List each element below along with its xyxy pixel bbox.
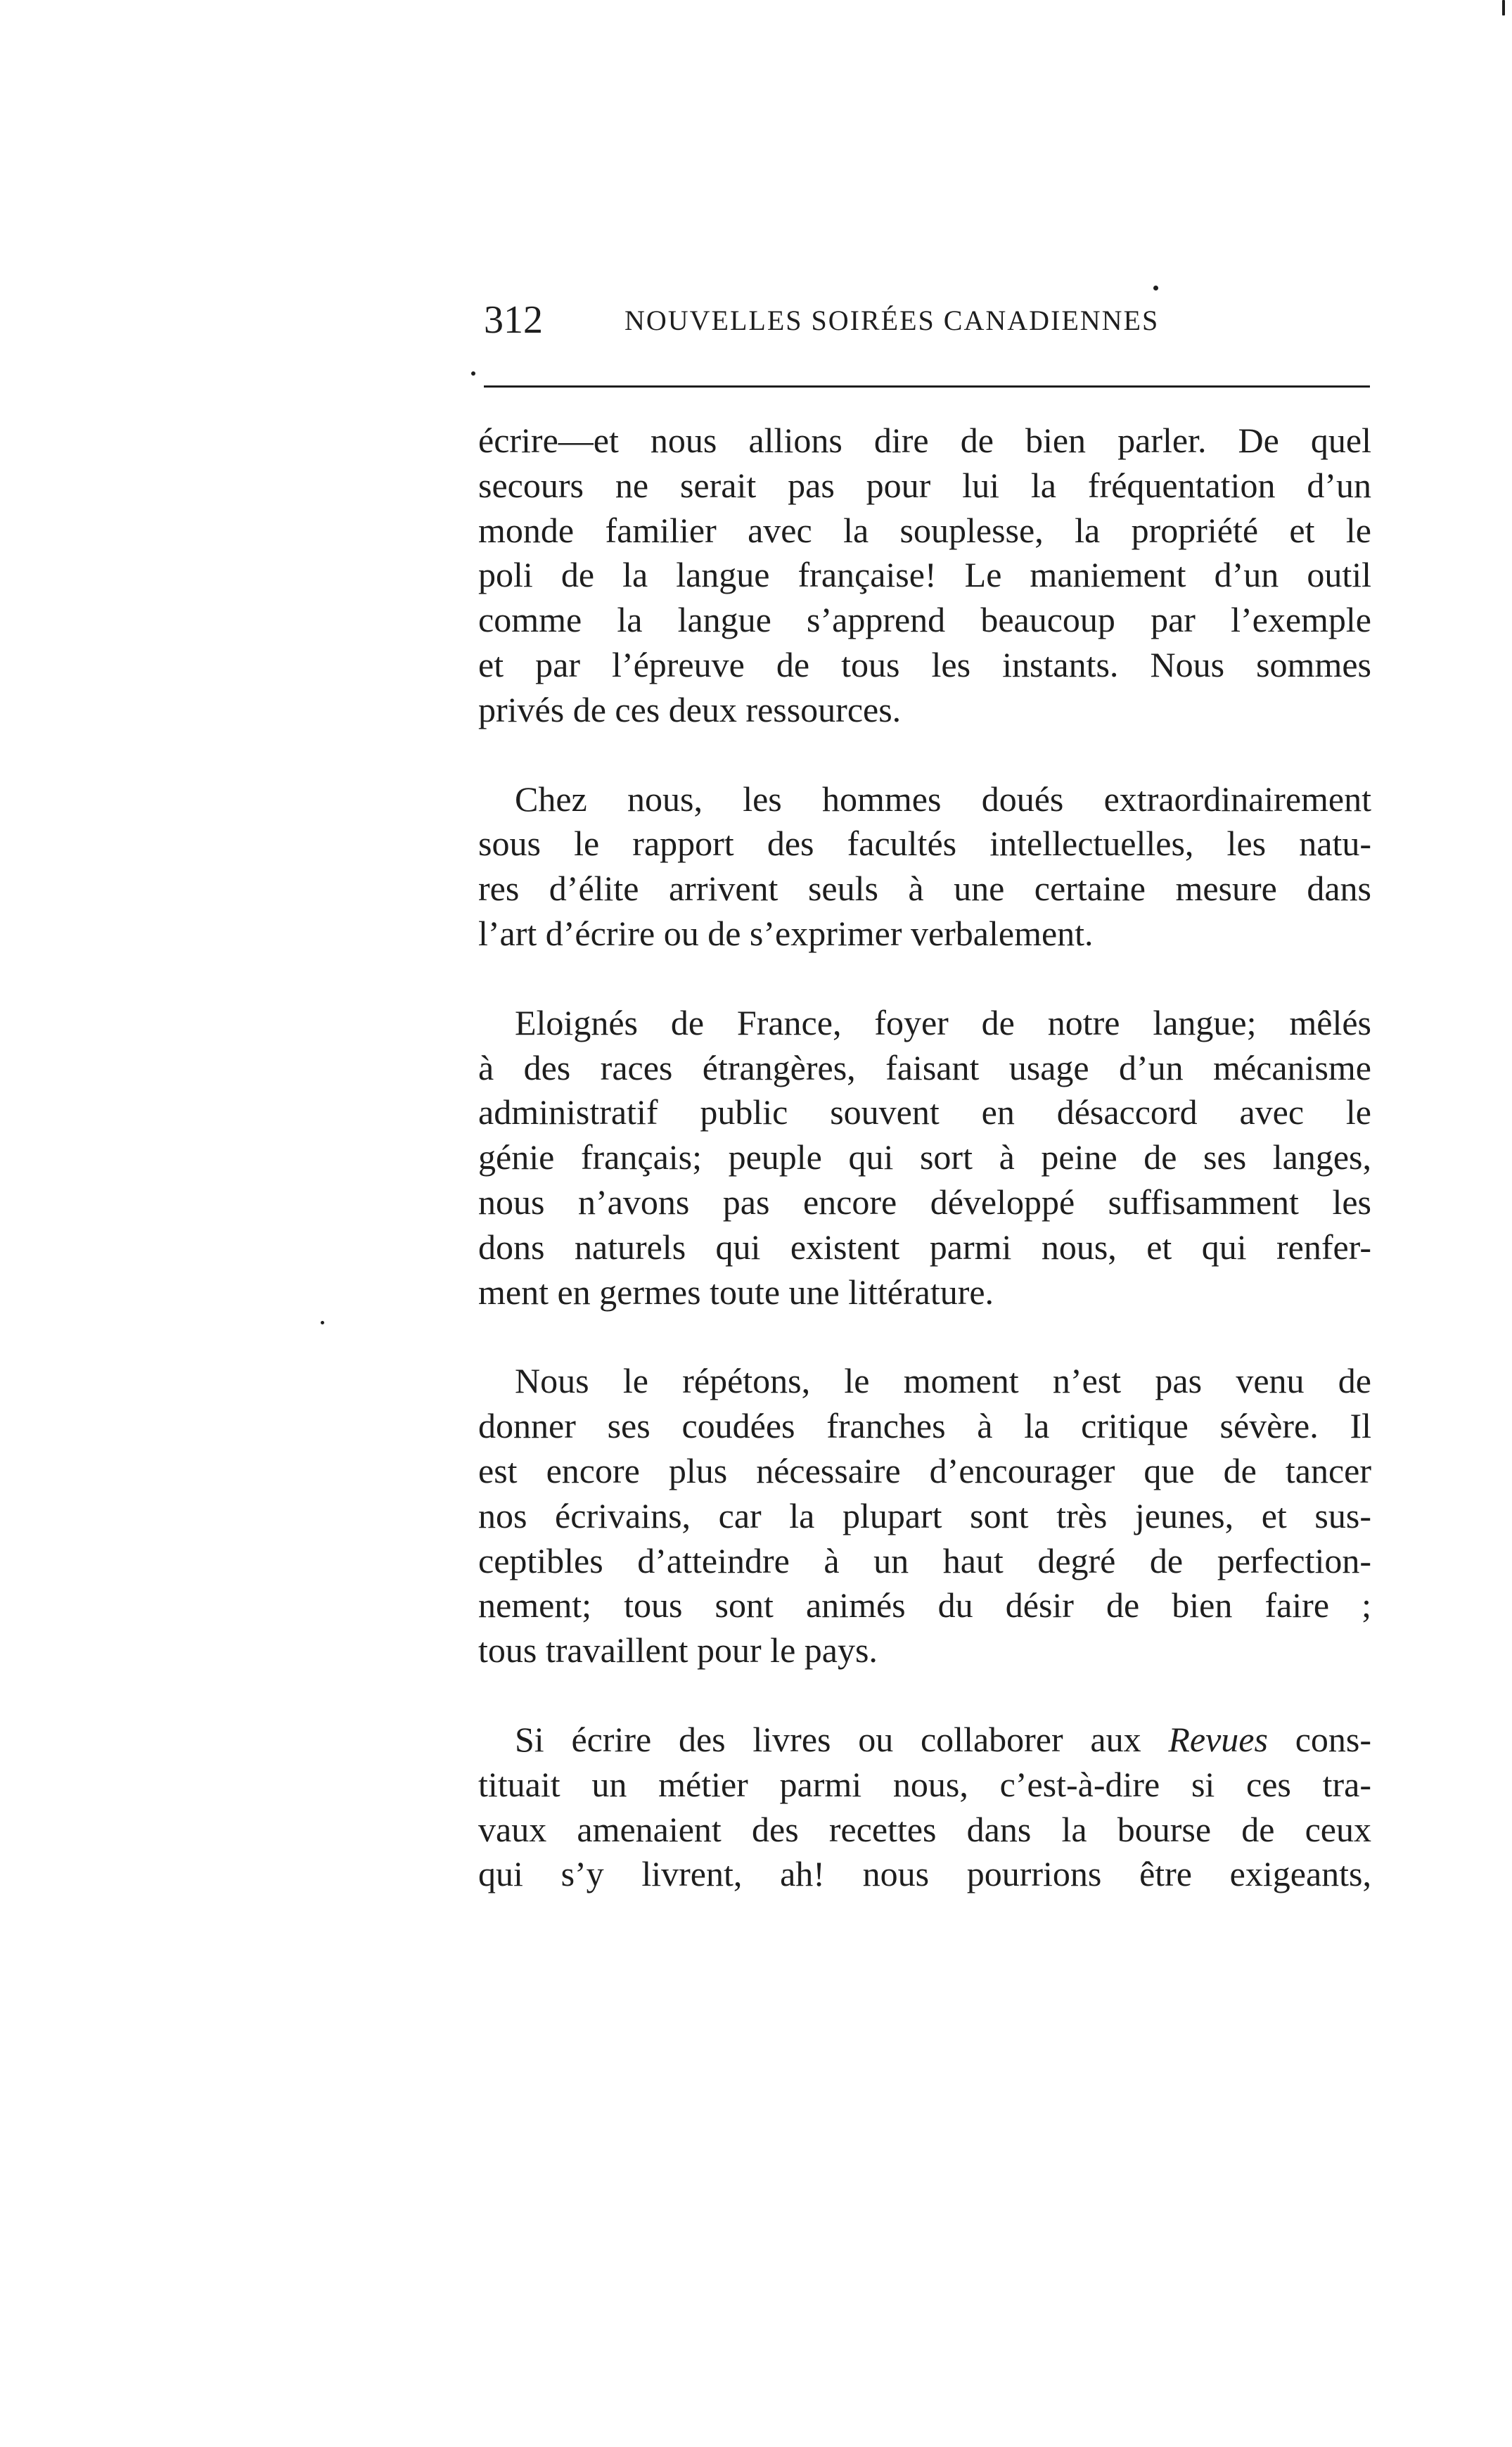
text-run: Si écrire des livres ou collaborer aux xyxy=(515,1719,1169,1759)
text-run: cons- xyxy=(1267,1719,1371,1759)
text-line: comme la langue s’apprend beaucoup par l’exemple xyxy=(478,600,1371,640)
text-line: nement; tous sont animés du désir de bien faire ; xyxy=(478,1585,1371,1625)
text-line: donner ses coudées franches à la critique sévère. Il xyxy=(478,1406,1371,1446)
text-line: dons naturels qui existent parmi nous, et qui renfer- xyxy=(478,1227,1371,1267)
text-line: ceptibles d’atteindre à un haut degré de perfection- xyxy=(478,1540,1371,1580)
text-line: privés de ces deux ressources. xyxy=(478,689,902,729)
text-line: Nous le répétons, le moment n’est pas venu de xyxy=(515,1361,1371,1401)
print-speck xyxy=(321,1321,324,1324)
text-line: vaux amenaient des recettes dans la bourse de ceux xyxy=(478,1809,1371,1849)
text-line: monde familier avec la souplesse, la propriété et le xyxy=(478,510,1371,550)
print-speck xyxy=(1502,0,1505,15)
text-line: res d’élite arrivent seuls à une certaine mesure dans xyxy=(478,869,1371,909)
print-speck xyxy=(1153,286,1158,290)
paragraph-1 xyxy=(478,419,1371,733)
text-line: nos écrivains, car la plupart sont très jeunes, et sus- xyxy=(478,1495,1371,1535)
text-line: sous le rapport des facultés intellectuelles, les natu- xyxy=(478,824,1371,864)
text-line: est encore plus nécessaire d’encourager que de tancer xyxy=(478,1450,1371,1490)
text-line: et par l’épreuve de tous les instants. Nous sommes xyxy=(478,644,1371,684)
text-line: tous travaillent pour le pays. xyxy=(478,1630,878,1670)
page-number: 312 xyxy=(484,298,543,342)
print-speck xyxy=(471,371,475,376)
text-line: ment en germes toute une littérature. xyxy=(478,1272,994,1312)
text-line: secours ne serait pas pour lui la fréquentation d’un xyxy=(478,465,1371,505)
paragraph-4 xyxy=(478,1359,1371,1673)
italic-word: Revues xyxy=(1168,1719,1268,1759)
paragraph-2 xyxy=(478,777,1371,957)
text-line: Chez nous, les hommes doués extraordinairement xyxy=(515,779,1371,819)
paragraph-5 xyxy=(478,1718,1371,1897)
page-header xyxy=(484,295,1370,345)
text-line: Eloignés de France, foyer de notre langue; mêlés xyxy=(515,1002,1371,1042)
text-line: tituait un métier parmi nous, c’est-à-dire si ces tra- xyxy=(478,1764,1371,1804)
text-line: à des races étrangères, faisant usage d’un mécanisme xyxy=(478,1047,1371,1087)
text-line: qui s’y livrent, ah! nous pourrions être exigeants, xyxy=(478,1854,1371,1894)
body-text xyxy=(478,419,1371,1941)
paragraph-3 xyxy=(478,1001,1371,1315)
text-line: poli de la langue française! Le maniement d’un outil xyxy=(478,555,1371,595)
text-line xyxy=(478,1718,1371,1763)
running-head: NOUVELLES SOIRÉES CANADIENNES xyxy=(624,305,1160,336)
text-line: écrire—et nous allions dire de bien parler. De quel xyxy=(478,421,1371,460)
text-line: nous n’avons pas encore développé suffisamment les xyxy=(478,1182,1371,1222)
header-rule xyxy=(484,385,1370,388)
text-line: administratif public souvent en désaccord avec le xyxy=(478,1092,1371,1132)
text-line: génie français; peuple qui sort à peine de ses langes, xyxy=(478,1137,1371,1177)
text-line: l’art d’écrire ou de s’exprimer verbalement. xyxy=(478,913,1094,953)
